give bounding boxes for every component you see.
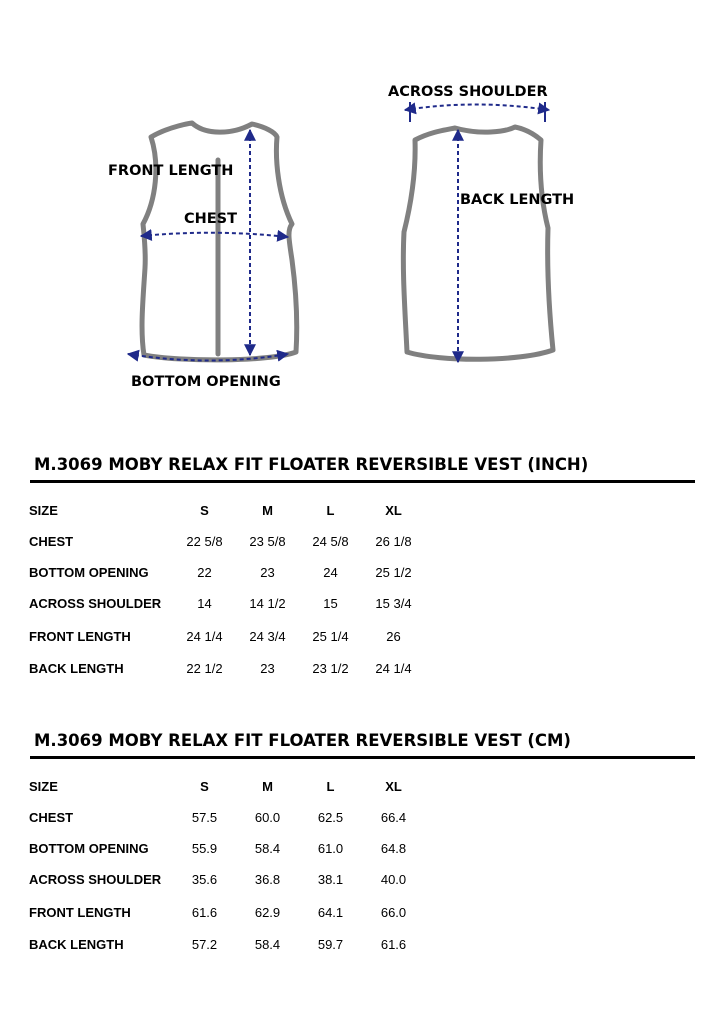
row-label: CHEST [29,810,74,825]
table-cell: 66.0 [380,904,407,920]
table-row [28,619,425,653]
table-cell: 15 [323,596,338,611]
back-vest-outline [403,127,553,359]
table-cell: 62.5 [317,810,344,825]
header-cell: L [326,779,335,794]
table-cell: 22 5/8 [186,534,223,549]
header-cell: M [262,503,273,518]
table-cell: 57.2 [191,937,218,952]
row-label: CHEST [29,534,74,549]
table-row [28,895,425,929]
across-shoulder-arrow [405,105,549,111]
table-row [28,864,425,895]
row-label: BACK LENGTH [29,661,124,676]
table-cell: 24 [323,565,338,580]
table-cell: 66.4 [380,810,407,825]
table-header-row [28,495,425,526]
header-cell: SIZE [29,779,58,794]
table-cell: 24 3/4 [249,628,286,644]
inch-table-title: M.3069 MOBY RELAX FIT FLOATER REVERSIBLE VEST (INCH) [34,455,589,474]
table-cell: 15 3/4 [375,596,412,611]
table-cell: 23 [260,565,275,580]
cm-title-rule [30,756,695,759]
table-row [28,557,425,588]
table-cell: 25 1/4 [312,628,349,644]
table-cell: 55.9 [191,841,218,856]
label-across-shoulder: ACROSS SHOULDER [388,84,548,100]
table-cell: 40.0 [380,872,407,887]
table-row [28,526,425,557]
row-label: FRONT LENGTH [29,628,131,644]
header-cell: XL [385,503,402,518]
header-cell: S [200,503,209,518]
table-cell: 60.0 [254,810,281,825]
table-cell: 22 [197,565,212,580]
table-cell: 24 1/4 [375,661,412,676]
table-row [28,653,425,684]
table-cell: 61.6 [380,937,407,952]
header-cell: SIZE [29,503,58,518]
chest-arrow [141,233,288,237]
table-cell: 26 1/8 [375,534,412,549]
header-cell: S [200,779,209,794]
header-cell: XL [385,779,402,794]
table-header-row [28,771,425,802]
table-cell: 24 5/8 [312,534,349,549]
label-bottom-opening: BOTTOM OPENING [131,374,281,390]
cm-table-title: M.3069 MOBY RELAX FIT FLOATER REVERSIBLE VEST (CM) [34,731,571,750]
cm-size-table [28,771,425,960]
inch-title-rule [30,480,695,483]
table-cell: 23 1/2 [312,661,349,676]
table-cell: 22 1/2 [186,661,223,676]
inch-size-table [28,495,425,684]
table-cell: 35.6 [191,872,218,887]
table-cell: 26 [386,628,401,644]
row-label: ACROSS SHOULDER [29,872,162,887]
table-row [28,588,425,619]
table-cell: 64.8 [380,841,407,856]
table-cell: 58.4 [254,841,281,856]
row-label: FRONT LENGTH [29,904,131,920]
label-front-length: FRONT LENGTH [108,163,234,179]
table-cell: 64.1 [317,904,344,920]
table-cell: 24 1/4 [186,628,223,644]
label-back-length: BACK LENGTH [460,192,575,208]
row-label: ACROSS SHOULDER [29,596,162,611]
table-cell: 62.9 [254,904,281,920]
table-cell: 23 [260,661,275,676]
table-cell: 25 1/2 [375,565,412,580]
header-cell: L [326,503,335,518]
table-cell: 23 5/8 [249,534,286,549]
row-label: BOTTOM OPENING [29,841,149,856]
label-chest: CHEST [184,211,238,227]
table-cell: 58.4 [254,937,281,952]
row-label: BOTTOM OPENING [29,565,149,580]
table-cell: 38.1 [317,872,344,887]
table-cell: 57.5 [191,810,218,825]
table-cell: 61.6 [191,904,218,920]
table-cell: 36.8 [254,872,281,887]
table-row [28,802,425,833]
back-measure-arrows [405,105,549,363]
header-cell: M [262,779,273,794]
table-row [28,833,425,864]
table-row [28,929,425,960]
front-vest-outline [142,123,297,360]
table-cell: 59.7 [317,937,344,952]
row-label: BACK LENGTH [29,937,124,952]
table-cell: 61.0 [317,841,344,856]
table-cell: 14 1/2 [249,596,286,611]
measurement-diagram [0,0,723,420]
table-cell: 14 [197,596,212,611]
